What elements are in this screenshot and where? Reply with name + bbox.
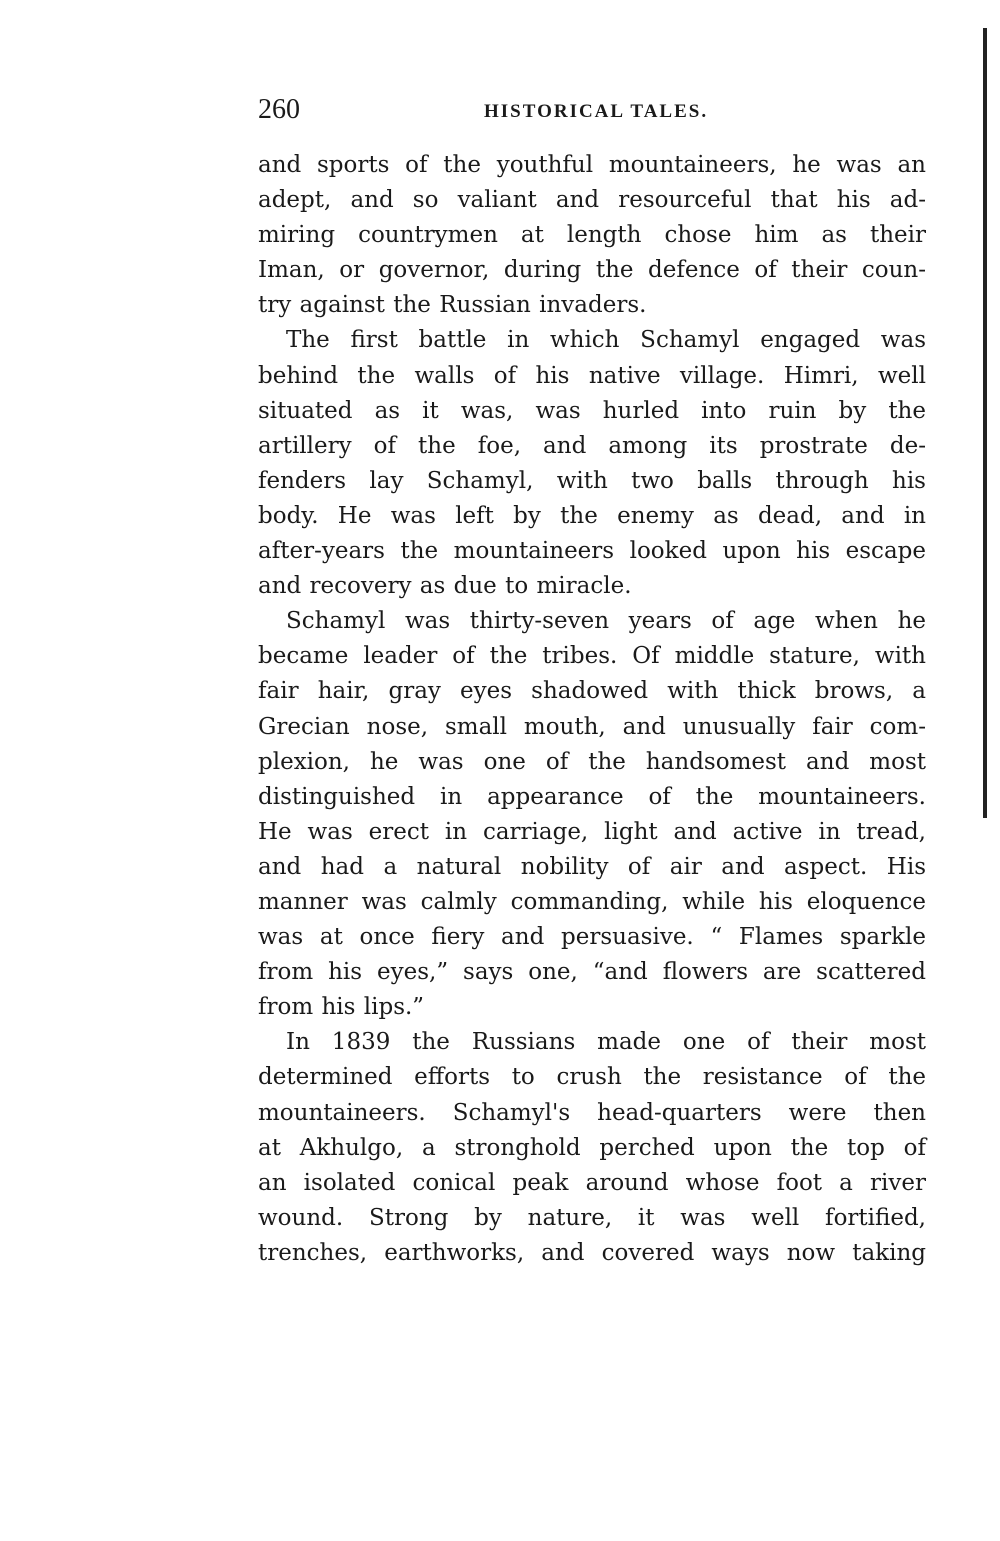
paragraph-1: [258, 148, 926, 323]
page-edge-shadow: [983, 28, 987, 818]
text-line: In 1839 the Russians made one of their most: [286, 1029, 926, 1056]
text-line: miring countrymen at length chose him as their: [258, 222, 926, 249]
text-line: and recovery as due to miracle.: [258, 573, 632, 600]
text-line: wound. Strong by nature, it was well fortified,: [258, 1204, 926, 1231]
text-line: mountaineers. Schamyl's head-quarters were then: [258, 1099, 926, 1126]
text-line: He was erect in carriage, light and active in tread,: [258, 818, 926, 845]
text-line: at Akhulgo, a stronghold perched upon the top of: [258, 1134, 926, 1161]
text-line: and had a natural nobility of air and aspect. His: [258, 853, 926, 880]
text-line: adept, and so valiant and resourceful that his ad-: [258, 187, 926, 214]
page-number: 260: [258, 94, 300, 125]
text-line: Schamyl was thirty-seven years of age when he: [286, 608, 926, 635]
text-line: distinguished in appearance of the mountaineers.: [258, 783, 926, 810]
text-line: The first battle in which Schamyl engaged was: [286, 327, 926, 354]
text-line: from his eyes,” says one, “and flowers are scattered: [258, 959, 926, 986]
paragraph-2: [258, 323, 926, 604]
text-line: Iman, or governor, during the defence of their coun-: [258, 257, 926, 284]
text-line: artillery of the foe, and among its prostrate de-: [258, 432, 926, 459]
text-line: became leader of the tribes. Of middle stature, with: [258, 643, 926, 670]
text-line: fenders lay Schamyl, with two balls through his: [258, 467, 926, 494]
page-header: [258, 92, 926, 132]
text-line: trenches, earthworks, and covered ways now taking: [258, 1239, 926, 1266]
text-line: Grecian nose, small mouth, and unusually fair com-: [258, 713, 926, 740]
text-line: situated as it was, was hurled into ruin by the: [258, 397, 926, 424]
text-line: and sports of the youthful mountaineers, he was an: [258, 152, 926, 178]
text-line: fair hair, gray eyes shadowed with thick brows, a: [258, 678, 926, 705]
text-line: manner was calmly commanding, while his eloquence: [258, 888, 926, 915]
body-text: [258, 148, 926, 1271]
running-head: HISTORICAL TALES.: [484, 101, 709, 122]
text-line: plexion, he was one of the handsomest and most: [258, 748, 926, 775]
text-line: behind the walls of his native village. Himri, well: [258, 362, 926, 389]
text-line: was at once fiery and persuasive. “ Flames sparkle: [258, 924, 926, 951]
text-line: after-years the mountaineers looked upon his escape: [258, 538, 926, 565]
text-line: try against the Russian invaders.: [258, 292, 647, 319]
text-line: from his lips.”: [258, 994, 425, 1021]
text-line: an isolated conical peak around whose foot a river: [258, 1169, 926, 1196]
text-line: determined efforts to crush the resistance of the: [258, 1064, 926, 1091]
text-line: body. He was left by the enemy as dead, and in: [258, 502, 926, 529]
paragraph-3: [258, 604, 926, 1025]
paragraph-4: [258, 1025, 926, 1271]
